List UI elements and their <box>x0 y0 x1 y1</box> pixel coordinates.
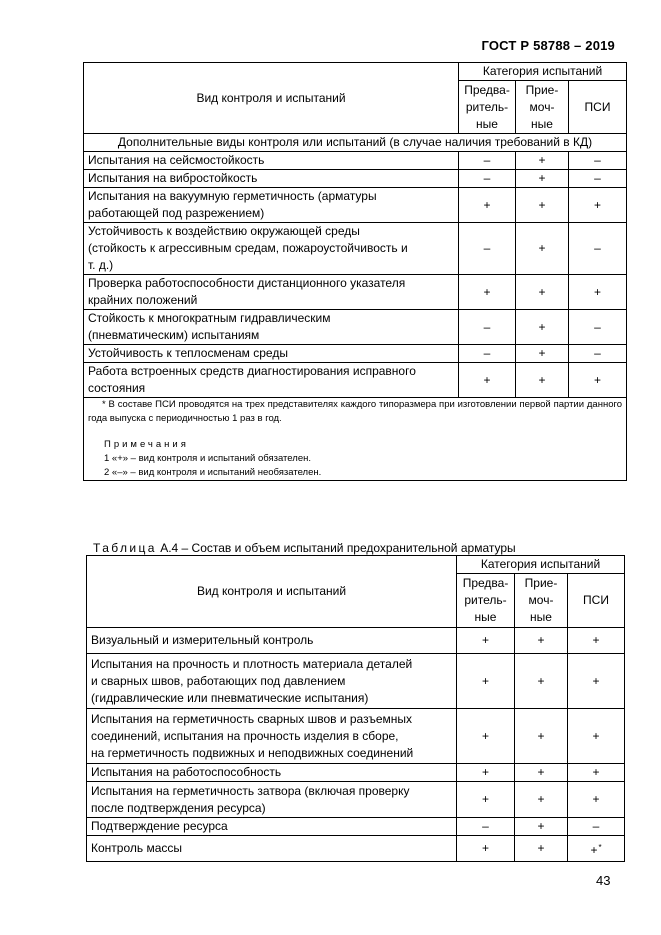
mark-psi: + <box>569 188 627 223</box>
table-row <box>87 654 625 709</box>
table-row <box>84 310 627 345</box>
mark-preliminary: – <box>459 223 516 275</box>
mark-acceptance: + <box>516 223 569 275</box>
mark-acceptance: + <box>516 275 569 310</box>
mark-psi: – <box>569 152 627 170</box>
mark-psi: – <box>569 310 627 345</box>
column-header-acceptance: Прие- моч- ные <box>516 81 569 134</box>
table-row <box>84 275 627 310</box>
mark-preliminary: – <box>457 818 515 836</box>
mark-psi: – <box>569 223 627 275</box>
test-name: Испытания на герметичность сварных швов и разъемных соединений, испытания на прочность изделия в сборе, на герметичность подвижных и неподвижных соединений <box>87 709 457 764</box>
test-name: Проверка работоспособности дистанционного указателя крайних положений <box>84 275 459 310</box>
test-name: Испытания на прочность и плотность материала деталей и сварных швов, работающих под давлением (гидравлические или пневматические испытания) <box>87 654 457 709</box>
column-header-preliminary: Предва- ритель- ные <box>457 574 515 628</box>
test-name: Подтверждение ресурса <box>87 818 457 836</box>
test-name: Устойчивость к теплосменам среды <box>84 345 459 363</box>
mark-psi: – <box>568 818 625 836</box>
test-name: Испытания на сейсмостойкость <box>84 152 459 170</box>
mark-psi: +* <box>568 836 625 862</box>
document-code: ГОСТ Р 58788 – 2019 <box>481 38 615 53</box>
column-header-test-type: Вид контроля и испытаний <box>84 63 459 134</box>
page-number: 43 <box>596 873 611 888</box>
mark-acceptance: + <box>515 764 568 782</box>
table-row <box>87 836 625 862</box>
mark-preliminary: – <box>459 345 516 363</box>
mark-psi: + <box>569 275 627 310</box>
mark-acceptance: + <box>515 836 568 862</box>
column-header-preliminary: Предва- ритель- ные <box>459 81 516 134</box>
mark-acceptance: + <box>515 628 568 654</box>
table-row <box>84 345 627 363</box>
table-row <box>87 764 625 782</box>
mark-acceptance: + <box>516 363 569 398</box>
table-row <box>84 152 627 170</box>
mark-psi: – <box>569 170 627 188</box>
table-row <box>84 188 627 223</box>
safety-valve-tests-table <box>86 555 625 862</box>
mark-psi: + <box>568 709 625 764</box>
test-name: Устойчивость к воздействию окружающей среды (стойкость к агрессивным средам, пожароустойчивость и т. д.) <box>84 223 459 275</box>
mark-psi: + <box>568 764 625 782</box>
mark-preliminary: + <box>459 275 516 310</box>
mark-acceptance: + <box>515 818 568 836</box>
mark-acceptance: + <box>516 152 569 170</box>
mark-preliminary: + <box>457 836 515 862</box>
mark-acceptance: + <box>515 709 568 764</box>
mark-psi: + <box>569 363 627 398</box>
table-row <box>87 818 625 836</box>
test-name: Работа встроенных средств диагностирования исправного состояния <box>84 363 459 398</box>
table-caption: Таблица А.4 – Состав и объем испытаний предохранительной арматуры <box>93 541 516 555</box>
mark-acceptance: + <box>515 782 568 818</box>
mark-psi: + <box>568 628 625 654</box>
table-row <box>87 628 625 654</box>
column-header-psi: ПСИ <box>568 574 625 628</box>
tests-table-continued <box>83 62 627 481</box>
footnote: * В составе ПСИ проводятся на трех представителях каждого типоразмера при изготовлении первой партии данного года выпуска с периодичностью 1 раз в год. <box>88 399 623 424</box>
mark-preliminary: – <box>459 170 516 188</box>
mark-acceptance: + <box>516 188 569 223</box>
column-header-psi: ПСИ <box>569 81 627 134</box>
mark-preliminary: + <box>459 363 516 398</box>
mark-acceptance: + <box>516 310 569 345</box>
mark-preliminary: + <box>457 628 515 654</box>
column-header-acceptance: Прие- моч- ные <box>515 574 568 628</box>
notes-title: Примечания <box>104 439 189 450</box>
mark-acceptance: + <box>515 654 568 709</box>
note-item: 1 «+» – вид контроля и испытаний обязателен. <box>104 453 311 464</box>
table-row <box>87 782 625 818</box>
table-row <box>87 709 625 764</box>
section-title: Дополнительные виды контроля или испытаний (в случае наличия требований в КД) <box>84 134 627 152</box>
test-name: Стойкость к многократным гидравлическим (пневматическим) испытаниям <box>84 310 459 345</box>
mark-preliminary: + <box>457 782 515 818</box>
mark-psi: + <box>568 782 625 818</box>
test-name: Испытания на вакуумную герметичность (арматуры работающей под разрежением) <box>84 188 459 223</box>
table-row <box>84 223 627 275</box>
mark-acceptance: + <box>516 170 569 188</box>
mark-acceptance: + <box>516 345 569 363</box>
column-header-category: Категория испытаний <box>459 63 627 81</box>
mark-preliminary: + <box>459 188 516 223</box>
mark-psi: – <box>569 345 627 363</box>
table-row <box>84 170 627 188</box>
mark-preliminary: – <box>459 152 516 170</box>
column-header-category: Категория испытаний <box>457 556 625 574</box>
column-header-test-type: Вид контроля и испытаний <box>87 556 457 628</box>
test-name: Испытания на работоспособность <box>87 764 457 782</box>
table-notes <box>84 398 627 481</box>
test-name: Визуальный и измерительный контроль <box>87 628 457 654</box>
mark-preliminary: + <box>457 654 515 709</box>
mark-psi: + <box>568 654 625 709</box>
test-name: Испытания на вибростойкость <box>84 170 459 188</box>
note-item: 2 «–» – вид контроля и испытаний необязателен. <box>104 467 322 478</box>
test-name: Контроль массы <box>87 836 457 862</box>
mark-preliminary: – <box>459 310 516 345</box>
table-row <box>84 363 627 398</box>
mark-preliminary: + <box>457 709 515 764</box>
test-name: Испытания на герметичность затвора (включая проверку после подтверждения ресурса) <box>87 782 457 818</box>
mark-preliminary: + <box>457 764 515 782</box>
